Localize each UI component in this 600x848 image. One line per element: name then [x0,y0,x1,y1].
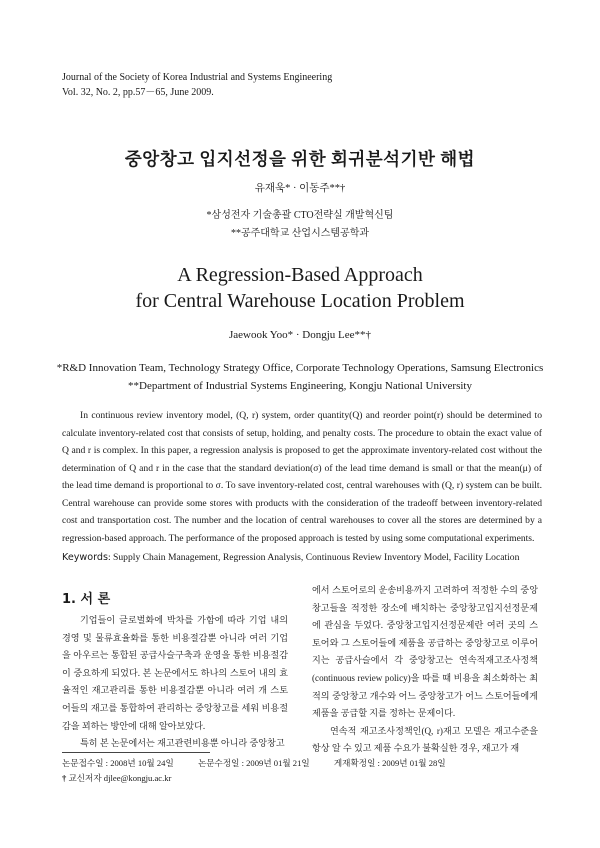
body-paragraph: 특히 본 논문에서는 재고관련비용뿐 아니라 중앙창고 [80,738,285,749]
journal-volume: Vol. 32, No. 2, pp.57－65, June 2009. [62,87,214,98]
body-paragraph: 에서 스토어로의 운송비용까지 고려하여 적정한 수의 중앙창고들을 적정한 장소에 배치하는 중앙창고입지선정문제에 관심을 두었다. 중앙창고입지선정문제란 여러 곳의 스토어와 그 스토어들에 제품을 공급하는 중앙창고로 이루어지는 공급사슬에서 각 중앙창고는 연속적재고조사정책(continuous review policy)을 따를 때 비용을 최소화하는 최적의 중앙창고 개수와 어느 중앙창고가 어느 스토어들에게 제품을 공급할 지를 정하는 문제이다. [312,585,538,719]
revised-date: 논문수정일 : 2009년 01월 21일 [197,758,310,768]
section-title: 서 론 [80,592,111,607]
journal-name: Journal of the Society of Korea Industrial and Systems Engineering [62,72,333,83]
accepted-date: 게재확정일 : 2009년 01월 28일 [333,758,446,768]
dagger-mark: † [62,773,67,783]
footnote-dates [62,756,468,771]
section-number: 1. [62,592,76,607]
footnote-divider [62,752,210,753]
journal-header [62,70,332,100]
keywords [62,552,519,563]
korean-affiliation-2: **공주대학교 산업시스템공학과 [230,228,370,239]
body-paragraph: 기업들이 글로벌화에 박차를 가함에 따라 기업 내의 경영 및 물류효율화를 통한 비용절감뿐 아니라 여러 기업을 아우르는 통합된 공급사슬구축과 운영을 통한 비용절감이 중요하게 되었다. 본 논문에서도 하나의 스토어 내의 효율적인 재고관리를 통한 비용절감뿐 아니라 여러 개 스토어들의 재고를 통합하여 관리하는 중앙창고를 세워 비용절감을 꾀하는 방안에 대해 알아보았다. [62,615,288,731]
korean-title: 중앙창고 입지선정을 위한 회귀분석기반 해법 [124,149,476,169]
keywords-label: Keywords [62,552,108,563]
english-title [0,262,600,314]
footnotes [62,756,468,786]
corresponding-author [62,771,468,786]
abstract: In continuous review inventory model, (Q, r) system, order quantity(Q) and reorder point(r) should be determined to calculate inventory-related cost that consists of setup, holding, and penalty costs. The procedure to obtain the exact value of Q and r is complex. In this paper, a regression analysis is proposed to get the approximate inventory-related cost without the determination of Q and r in the case that the standard deviation(σ) of the lead time demand is small or that the mean(μ) of the lead time demand is proportional to σ. To save inventory-related cost, central warehouses with (Q, r) system can be built. Central warehouse can provide some stores with products with the consideration of the tradeoff between inventory-related cost and transportation cost. The number and the location of central warehouses to cover all the stores are determined by a regression-based approach. The performance of the proposed approach is tested by using some computational experiments. [62,410,542,544]
english-title-line-2: for Central Warehouse Location Problem [135,290,465,312]
body-column-left [62,612,288,753]
korean-affiliations [0,207,600,243]
english-affiliation-2: **Department of Industrial Systems Engineering, Kongju National University [128,380,472,392]
received-date: 논문접수일 : 2008년 10월 24일 [62,758,174,768]
corresponding-email: 교신저자 djlee@kongju.ac.kr [68,773,172,783]
section-heading [62,588,110,607]
english-authors: Jaewook Yoo* · Dongju Lee**† [228,329,372,341]
body-paragraph: 연속적 재고조사정책인(Q, r)재고 모델은 재고수준을 항상 알 수 있고 제품 수요가 불확실한 경우, 재고가 재 [312,725,538,754]
body-column-right [312,582,538,758]
english-title-line-1: A Regression-Based Approach [177,264,423,286]
english-affiliation-1: *R&D Innovation Team, Technology Strategy Office, Corporate Technology Operations, Samsung Electronics [56,362,544,374]
english-affiliations [0,359,600,395]
keywords-text: : Supply Chain Management, Regression Analysis, Continuous Review Inventory Model, Facility Location [107,552,520,563]
korean-authors: 유재욱* · 이동주**† [254,183,346,194]
korean-affiliation-1: *삼성전자 기술총괄 CTO전략실 개발혁신팀 [206,210,394,221]
